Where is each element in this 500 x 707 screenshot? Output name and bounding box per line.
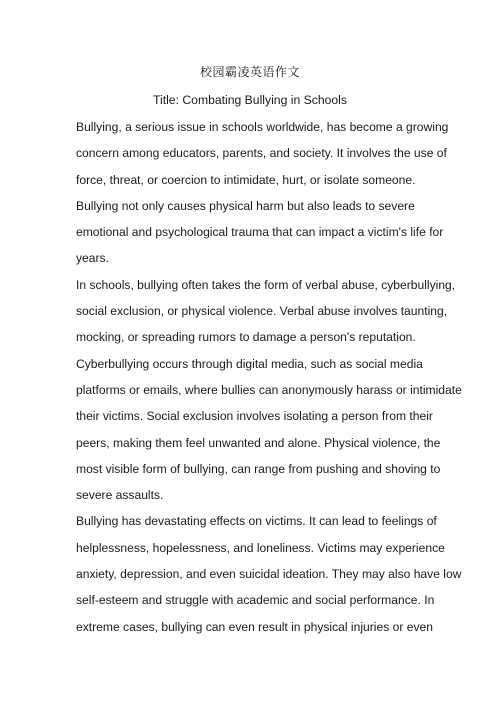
body-line: Bullying not only causes physical harm but also leads to severe xyxy=(76,198,415,213)
body-line: concern among educators, parents, and society. It involves the use of xyxy=(76,146,447,161)
body-line: helplessness, hopelessness, and loneliness. Victims may experience xyxy=(76,540,445,555)
body-line: platforms or emails, where bullies can anonymously harass or intimidate xyxy=(76,382,462,397)
body-line: anxiety, depression, and even suicidal ideation. They may also have low xyxy=(76,567,462,582)
body-line: Bullying has devastating effects on victims. It can lead to feelings of xyxy=(76,514,437,529)
body-line: extreme cases, bullying can even result in physical injuries or even xyxy=(76,619,433,634)
body-line: Bullying, a serious issue in schools worldwide, has become a growing xyxy=(76,120,449,134)
body-line: social exclusion, or physical violence. Verbal abuse involves taunting, xyxy=(76,304,448,319)
body-line: peers, making them feel unwanted and alone. Physical violence, the xyxy=(76,435,441,450)
body-line: Cyberbullying occurs through digital media, such as social media xyxy=(76,356,423,371)
essay-title: Title: Combating Bullying in Schools xyxy=(153,93,347,107)
body-line: most visible form of bullying, can range from pushing and shoving to xyxy=(76,461,441,476)
body-line: severe assaults. xyxy=(76,488,164,503)
body-line: their victims. Social exclusion involves isolating a person from their xyxy=(76,409,433,424)
body-line: mocking, or spreading rumors to damage a person's reputation. xyxy=(76,330,416,345)
document-heading: 校园霸凌英语作文 xyxy=(199,65,300,79)
body-line: In schools, bullying often takes the form of verbal abuse, cyberbullying, xyxy=(76,277,456,292)
body-line: years. xyxy=(76,251,109,266)
body-line: emotional and psychological trauma that can impact a victim's life for xyxy=(76,225,444,240)
body-line: self-esteem and struggle with academic and social performance. In xyxy=(76,593,435,608)
essay-body xyxy=(76,119,462,645)
body-line: force, threat, or coercion to intimidate, hurt, or isolate someone. xyxy=(76,172,416,187)
